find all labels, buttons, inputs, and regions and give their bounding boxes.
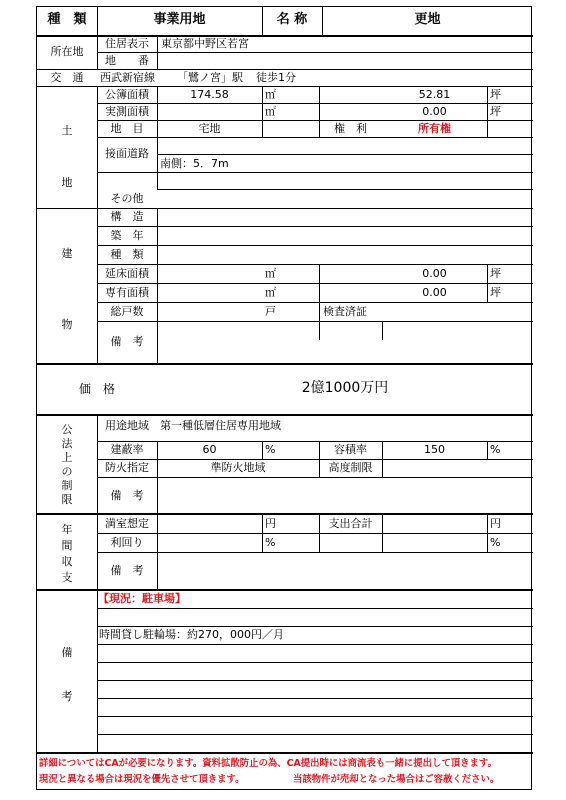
- fire-value: 準防火地域: [210, 461, 266, 474]
- measured-area-tsubo: 0.00: [422, 105, 447, 118]
- lot-label: 地 番: [105, 54, 149, 67]
- yen-unit: 円: [490, 517, 501, 530]
- land-category-value: 宅地: [198, 122, 221, 135]
- land-section-top: 土: [61, 124, 73, 137]
- regulation-notes-label: 備 考: [110, 489, 144, 502]
- traffic-walk: 徒歩1分: [256, 71, 296, 84]
- zone-value: 第一種低層住居専用地域: [160, 419, 281, 432]
- regulation-char: 限: [61, 493, 73, 506]
- footer-note-ca: 詳細についてはCAが必要になります。資料拡散防止の為、CA提出時には商流表も一緒に提出して頂きます。: [39, 758, 497, 769]
- registry-area-sqm: 174.58: [190, 88, 229, 101]
- built-year-label: 築 年: [110, 229, 144, 242]
- building-section-top: 建: [61, 247, 73, 260]
- current-status: 【現況：駐車場】: [98, 592, 186, 605]
- coverage-label: 建蔽率: [110, 443, 144, 456]
- percent-unit: %: [265, 536, 276, 549]
- private-area-tsubo: 0.00: [422, 286, 447, 299]
- tsubo-unit: 坪: [490, 267, 501, 280]
- registry-area-tsubo: 52.81: [418, 88, 451, 101]
- sqm-unit: ㎡: [265, 105, 276, 118]
- name-label: 名 称: [276, 12, 308, 27]
- units-unit: 戸: [265, 305, 276, 318]
- yield-label: 利回り: [110, 536, 144, 549]
- sqm-unit: ㎡: [265, 267, 276, 280]
- tsubo-unit: 坪: [490, 286, 501, 299]
- regulation-char: の: [61, 465, 73, 478]
- percent-unit: %: [265, 443, 276, 456]
- type-label: 種 類: [47, 12, 87, 27]
- footer-note-sold: 当該物件が売却となった場合はご容赦ください。: [293, 774, 500, 785]
- sqm-unit: ㎡: [265, 88, 276, 101]
- location-section: 所在地: [50, 45, 84, 58]
- traffic-station: 「鷺ノ宮」駅: [177, 71, 243, 84]
- coverage-value: 60: [202, 443, 217, 456]
- far-label: 容積率: [334, 443, 367, 456]
- parking-income: 時間貸し駐輪場：約270，000円／月: [99, 628, 284, 641]
- private-area-label: 専有面積: [105, 286, 149, 299]
- inspection-label: 検査済証: [323, 305, 367, 318]
- income-char: 支: [61, 571, 73, 584]
- price-value: 2億1000万円: [301, 380, 389, 396]
- expense-label: 支出合計: [328, 517, 373, 530]
- income-char: 収: [61, 555, 73, 568]
- floor-area-tsubo: 0.00: [422, 267, 447, 280]
- regulation-char: 制: [61, 479, 73, 492]
- zone-label: 用途地域: [105, 419, 149, 432]
- measured-area-label: 実測面積: [105, 105, 149, 118]
- building-notes-label: 備 考: [110, 335, 144, 348]
- address-value: 東京都中野区若宮: [161, 37, 249, 50]
- price-label: 価 格: [78, 382, 115, 396]
- building-kind-label: 種 類: [110, 248, 144, 261]
- income-notes-label: 備 考: [110, 564, 144, 577]
- land-other-label: その他: [110, 192, 144, 205]
- traffic-line: 西武新宿線: [100, 71, 155, 84]
- units-label: 総戸数: [110, 305, 144, 318]
- far-value: 150: [424, 443, 445, 456]
- percent-unit: %: [490, 536, 501, 549]
- sqm-unit: ㎡: [265, 286, 276, 299]
- traffic-label: 交 通: [50, 71, 84, 84]
- floor-area-label: 延床面積: [105, 267, 149, 280]
- income-char: 年: [61, 523, 73, 536]
- yen-unit: 円: [265, 517, 276, 530]
- name-value: 更地: [414, 12, 441, 27]
- footer-note-priority: 現況と異なる場合は現況を優先させて頂きます。: [39, 774, 245, 785]
- type-value: 事業用地: [153, 12, 206, 27]
- address-label: 住居表示: [105, 37, 149, 50]
- regulation-char: 上: [61, 451, 73, 464]
- rights-value: 所有権: [418, 122, 451, 135]
- regulation-char: 公: [61, 423, 73, 436]
- land-section-bottom: 地: [61, 176, 73, 189]
- road-value: 南側：5．7m: [160, 157, 229, 170]
- remarks-section-bottom: 考: [61, 690, 73, 703]
- full-occupancy-label: 満室想定: [105, 517, 149, 530]
- registry-area-label: 公簿面積: [105, 88, 149, 101]
- property-sheet: [36, 6, 532, 790]
- structure-label: 構 造: [110, 210, 144, 223]
- height-label: 高度制限: [328, 461, 373, 474]
- building-section-bottom: 物: [61, 318, 73, 331]
- tsubo-unit: 坪: [490, 88, 501, 101]
- income-char: 間: [61, 539, 73, 552]
- tsubo-unit: 坪: [490, 105, 501, 118]
- land-category-label: 地 目: [110, 122, 144, 135]
- road-label: 接面道路: [105, 147, 149, 160]
- regulation-char: 法: [61, 437, 73, 450]
- fire-label: 防火指定: [105, 461, 149, 474]
- rights-label: 権 利: [334, 122, 367, 135]
- percent-unit: %: [490, 443, 501, 456]
- remarks-section-top: 備: [61, 646, 73, 659]
